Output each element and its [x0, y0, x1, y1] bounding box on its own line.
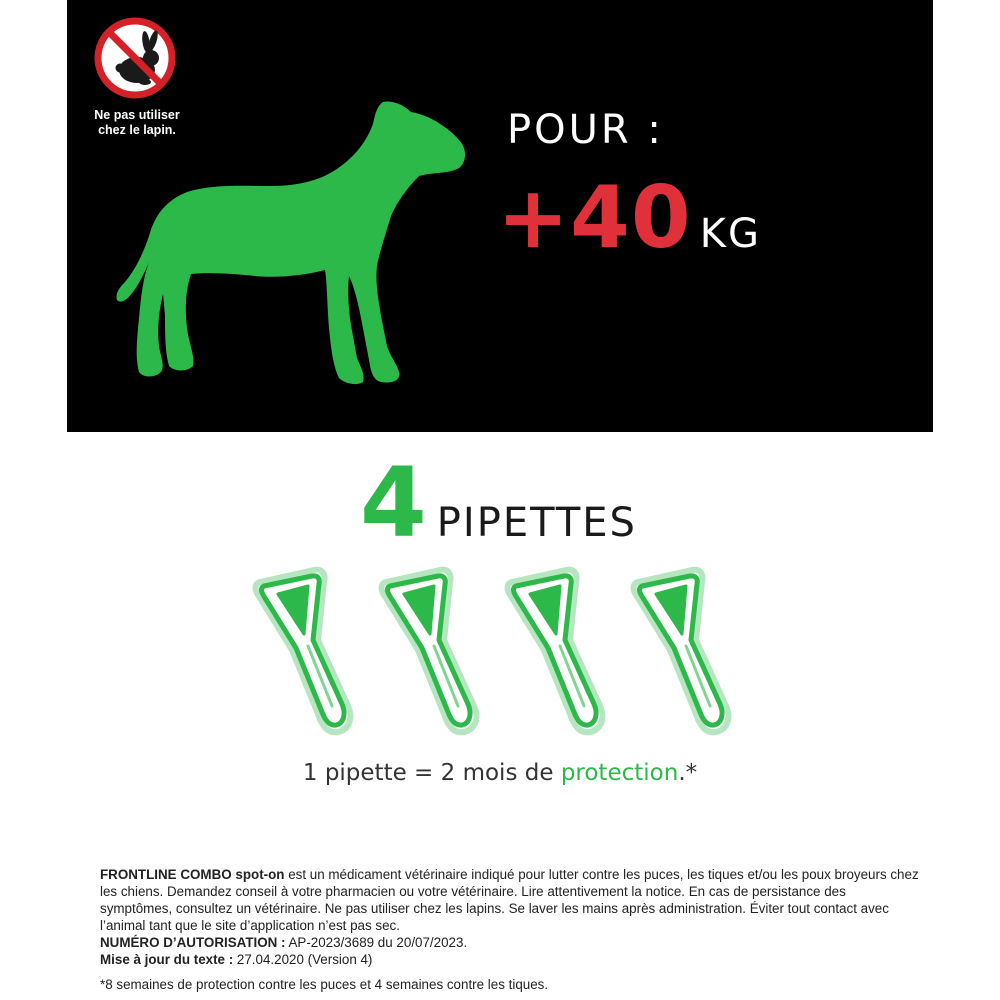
- pipette-icon: [256, 570, 351, 733]
- duration-suffix: .*: [678, 760, 698, 786]
- authorization-line: [100, 934, 920, 951]
- dog-silhouette-icon: [115, 96, 475, 396]
- legal-description-paragraph: [100, 866, 920, 934]
- pipette-icon: [634, 570, 729, 733]
- authorization-label: NUMÉRO D’AUTORISATION :: [100, 935, 286, 950]
- duration-highlight: protection: [560, 760, 679, 786]
- pipette-count: 4: [360, 447, 427, 559]
- pipette-label: PIPETTES: [436, 500, 637, 546]
- weight-unit: KG: [699, 211, 761, 257]
- product-name: FRONTLINE COMBO spot-on: [100, 867, 285, 882]
- duration-prefix: 1 pipette = 2 mois de: [302, 760, 561, 786]
- pipette-icon: [382, 570, 477, 733]
- footnote: *8 semaines de protection contre les puces et 4 semaines contre les tiques.: [100, 977, 549, 992]
- weight-value: +40: [497, 168, 692, 268]
- update-label: Mise à jour du texte :: [100, 952, 234, 967]
- legal-description: est un médicament vétérinaire indiqué pour lutter contre les puces, les tiques et/ou les poux broyeurs chez les chiens. Demandez conseil à votre pharmacien ou votre vétérinaire. Lire attentivement la notice. En cas de persistance des symptômes, consultez un vétérinaire. Ne pas utiliser chez les lapins. Se laver les mains après administration. Éviter tout contact avec l’animal tant que le site d’application n’est pas sec.: [100, 867, 919, 933]
- update-line: [100, 951, 920, 968]
- pipettes-illustration: [250, 560, 760, 740]
- hero-banner: [67, 0, 933, 432]
- legal-notice: [100, 866, 920, 968]
- no-rabbit-icon: [93, 16, 177, 100]
- pour-label: POUR :: [507, 107, 664, 153]
- rabbit-warning-line2: chez le lapin.: [98, 123, 176, 137]
- rabbit-warning-line1: Ne pas utiliser: [94, 108, 180, 122]
- authorization-value: AP-2023/3689 du 20/07/2023.: [285, 935, 468, 950]
- pipette-icon: [508, 570, 603, 733]
- pipette-duration: [0, 755, 1000, 791]
- weight-range: [497, 168, 761, 292]
- update-value: 27.04.2020 (Version 4): [233, 952, 373, 967]
